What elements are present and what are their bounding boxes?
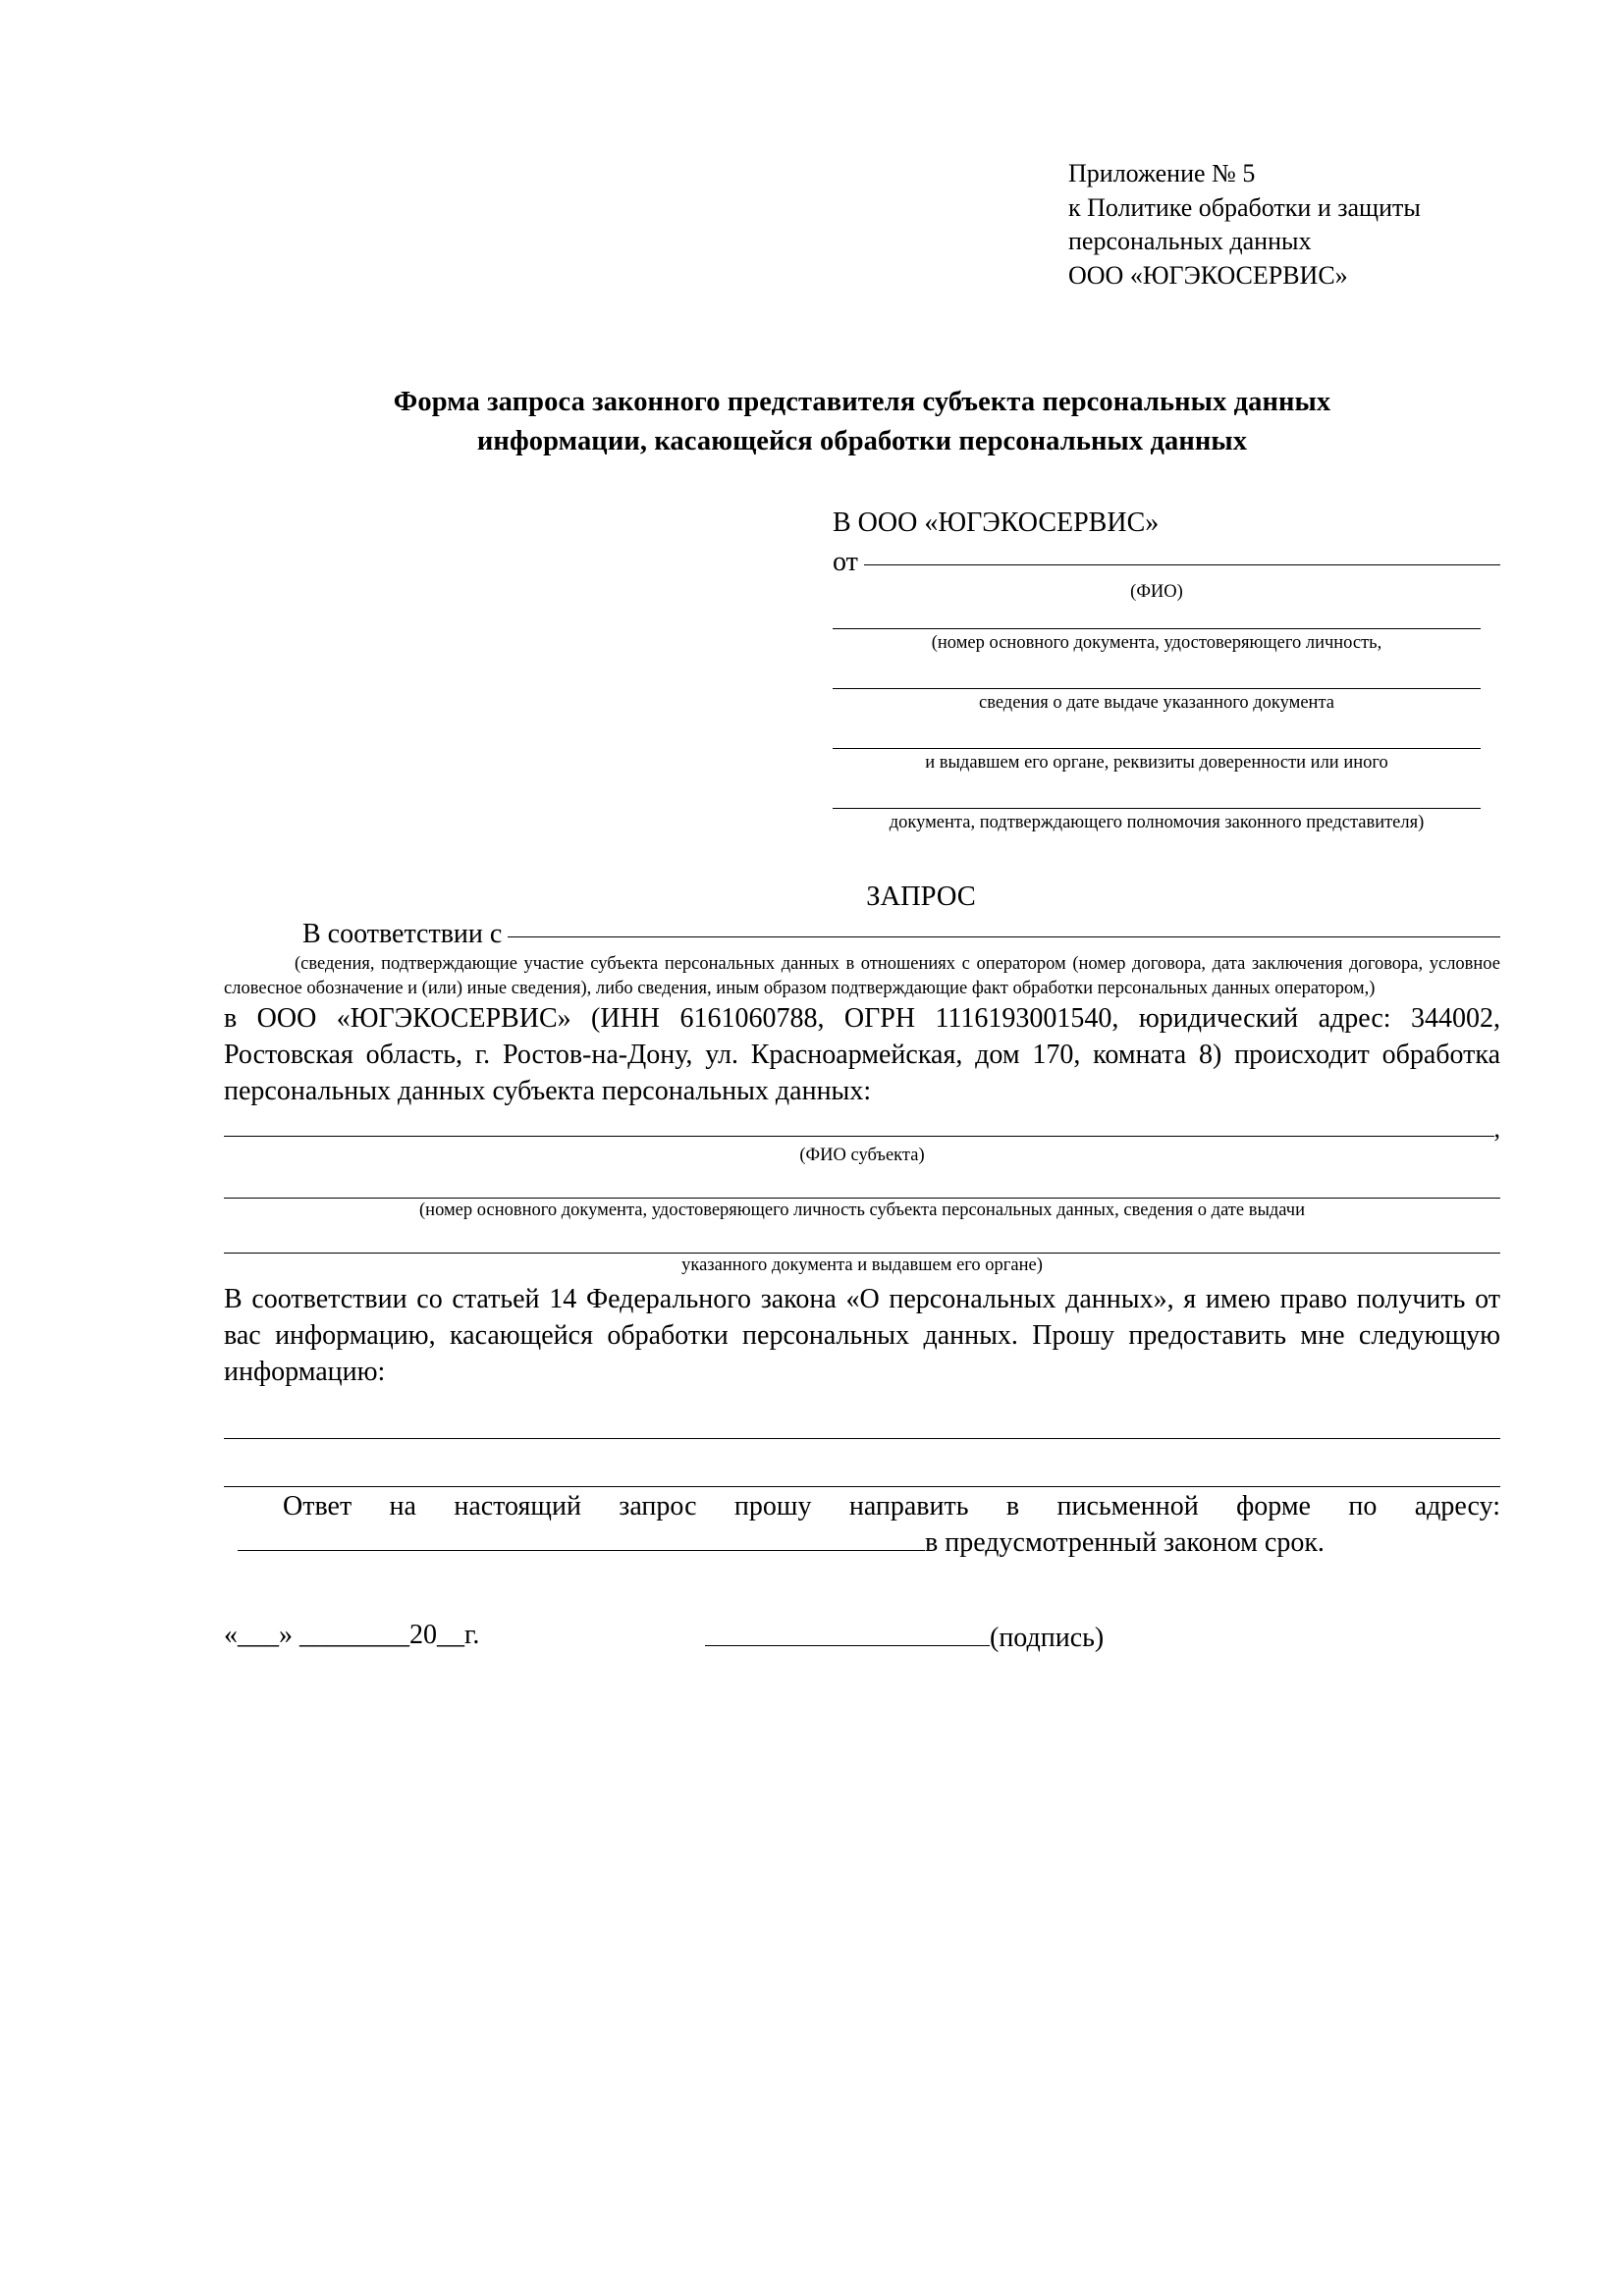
from-input-line[interactable] [864, 564, 1500, 565]
signature-field [705, 1620, 1104, 1654]
answer-address-paragraph: Ответ на настоящий запрос прошу направить в письменной форме по адресу: [283, 1490, 1500, 1522]
representative-doc-line-3[interactable] [833, 722, 1481, 749]
representative-doc-line-2[interactable] [833, 663, 1481, 689]
subject-doc-line-2[interactable] [224, 1227, 1500, 1254]
fio-caption: (ФИО) [1130, 581, 1183, 602]
appendix-header-line-4: ООО «ЮГЭКОСЕРВИС» [1068, 260, 1348, 290]
subject-doc-caption-2: указанного документа и выдавшем его органе) [681, 1255, 1043, 1275]
page-title-line-1: Форма запроса законного представителя субъекта персональных данных [393, 387, 1331, 418]
from-label: от [833, 546, 858, 577]
answer-address-tail: в предусмотренный законом срок. [925, 1526, 1325, 1558]
request-heading: ЗАПРОС [866, 881, 976, 913]
in-accordance-label: В соответствии с [302, 919, 503, 950]
page-title-line-2: информации, касающейся обработки персональных данных [476, 425, 1248, 456]
representative-doc-line-4[interactable] [833, 782, 1481, 809]
representative-doc-caption-2: сведения о дате выдаче указанного документа [979, 693, 1334, 714]
requested-info-line-1[interactable] [224, 1413, 1500, 1439]
from-field-row [833, 547, 1500, 578]
appendix-header-line-1: Приложение № 5 [1068, 159, 1256, 187]
law-reference-paragraph: В соответствии со статьей 14 Федерального закона «О персональных данных», я имею право получить от вас информацию, касающейся обработки персональных данных. Прошу предоставить мне следующую информацию: [224, 1283, 1500, 1387]
addressee-organization: В ООО «ЮГЭКОСЕРВИС» [833, 507, 1160, 538]
representative-doc-caption-4: документа, подтверждающего полномочия законного представителя) [889, 813, 1425, 833]
in-accordance-row [224, 919, 1500, 950]
representative-doc-line-1[interactable] [833, 603, 1481, 629]
in-accordance-input-line[interactable] [508, 936, 1500, 937]
signature-caption: (подпись) [990, 1622, 1105, 1653]
subject-fio-row [224, 1110, 1500, 1144]
subject-fio-input-line[interactable] [224, 1110, 1494, 1137]
appendix-header-line-2: к Политике обработки и защиты [1068, 192, 1421, 222]
in-accordance-note: (сведения, подтверждающие участие субъекта персональных данных в отношениях с оператором (номер договора, дата заключения договора, условное словесное обозначение и (или) иные сведения), либо сведения, иным образом подтверждающие факт обработки персональных данных оператором,) [224, 954, 1500, 999]
subject-doc-caption-1: (номер основного документа, удостоверяющего личность субъекта персональных данных, сведения о дате выдачи [419, 1200, 1305, 1220]
date-field[interactable]: «___» ________20__г. [224, 1619, 480, 1650]
subject-doc-line-1[interactable] [224, 1172, 1500, 1199]
requested-info-line-2[interactable] [224, 1461, 1500, 1487]
subject-fio-caption: (ФИО субъекта) [799, 1145, 925, 1165]
appendix-header [1068, 157, 1481, 293]
signature-input-line[interactable] [705, 1620, 990, 1646]
answer-address-row [224, 1524, 1500, 1559]
page-title [224, 383, 1500, 460]
signature-row [224, 1620, 1500, 1654]
appendix-header-line-3: персональных данных [1068, 227, 1312, 256]
subject-fio-comma: , [1493, 1113, 1500, 1143]
organization-paragraph: в ООО «ЮГЭКОСЕРВИС» (ИНН 6161060788, ОГРН 1116193001540, юридический адрес: 344002, Ростовская область, г. Ростов-на-Дону, ул. Красноармейская, дом 170, комната 8) происходит обработка персональных данных субъекта персональных данных: [224, 1003, 1500, 1106]
representative-doc-caption-1: (номер основного документа, удостоверяющего личность, [931, 632, 1382, 653]
answer-address-input-line[interactable] [238, 1524, 925, 1551]
document-content [224, 157, 1500, 1654]
representative-doc-caption-3: и выдавшем его органе, реквизиты доверенности или иного [925, 753, 1388, 774]
